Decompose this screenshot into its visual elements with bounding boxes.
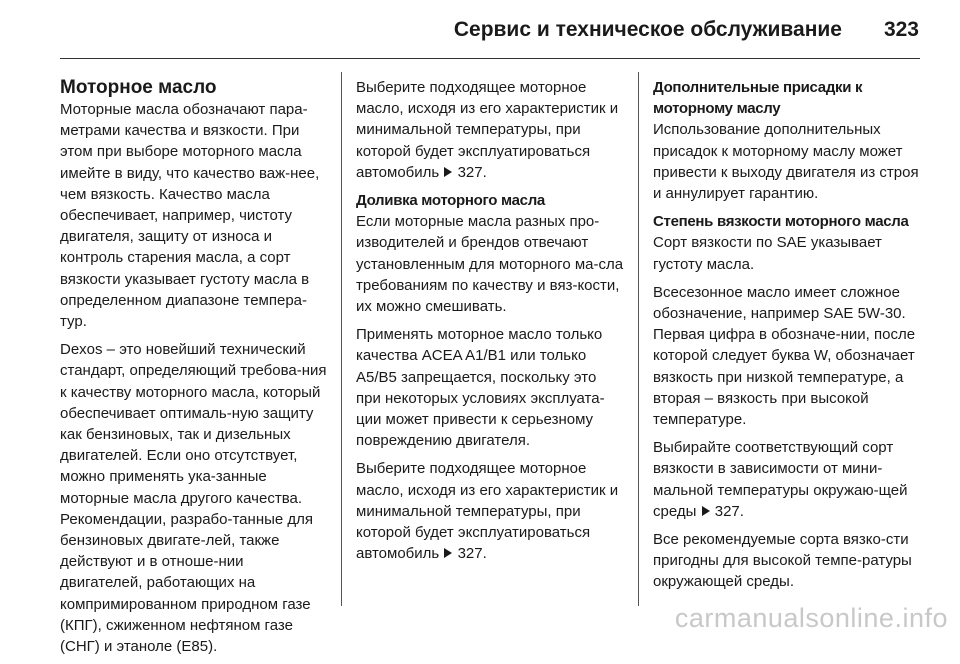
paragraph-mixing-oils: Если моторные масла разных про-изводителей и брендов отвечают установленным для моторного ма-сла требованиям по качеству и вяз-кости, их можно смешивать. bbox=[356, 213, 624, 316]
watermark: carmanualsonline.info bbox=[674, 603, 948, 633]
page-number: 323 bbox=[883, 18, 919, 41]
page-reference-icon bbox=[444, 548, 452, 558]
subheading-viscosity: Степень вязкости моторного масла bbox=[653, 213, 909, 231]
paragraph-dexos: Dexos – это новейший технический стандарт, определяющий требова-ния к качеству моторного масла, который обеспечивает оптималь-ную защиту как бензиновых, так и дизельных двигателей. Если оно отсутствует, можно применять ука-занные моторные масла другого качества. Рекомендации, разрабо-танные для бензиновых двигате-лей, также действуют и в отноше-нии двигателей, работающих на компримированном природном газе (КПГ), сжиженном нефтяном газе (СНГ) и этаноле (E85). bbox=[60, 341, 327, 656]
column-1 bbox=[60, 77, 328, 664]
column-divider bbox=[341, 72, 342, 606]
subheading-topping-up: Доливка моторного масла bbox=[356, 192, 545, 210]
page-header bbox=[0, 0, 960, 58]
page-title: Сервис и техническое обслуживание bbox=[453, 18, 842, 41]
paragraph-acea: Применять моторное масло только качества ACEA A1/B1 или только A5/B5 запрещается, поскольку это при некоторых условиях эксплуата-ции может привести к серьезному повреждению двигателя. bbox=[356, 326, 605, 450]
paragraph-sae: Сорт вязкости по SAE указывает густоту масла. bbox=[653, 234, 882, 273]
paragraph-select-oil-2 bbox=[356, 458, 624, 564]
paragraph-text: Выберите подходящее моторное масло, исходя из его характеристик и минимальной температуры, при которой будет эксплуатироваться автомобиль bbox=[356, 79, 619, 181]
paragraph-all-grades: Все рекомендуемые сорта вязко-сти пригодны для высокой темпе-ратуры окружающей среды. bbox=[653, 531, 912, 591]
paragraph-text: Выберите подходящее моторное масло, исходя из его характеристик и минимальной температуры, при которой будет эксплуатироваться автомобиль bbox=[356, 460, 619, 563]
column-3 bbox=[653, 77, 925, 600]
paragraph-select-viscosity bbox=[653, 437, 925, 522]
paragraph-oil-parameters: Моторные масла обозначают пара-метрами качества и вязкости. При этом при выборе моторного масла имейте в виду, что качество важ-нее, чем вязкость. Качество масла обеспечивает, например, чистоту двигателя, защиту от износа и контроль старения масла, а сорт вязкости указывает густоту масла в определенном диапазоне темпера-тур. bbox=[60, 101, 320, 331]
column-divider bbox=[638, 72, 639, 606]
page-reference-icon bbox=[702, 506, 710, 516]
paragraph-text: Выбирайте соответствующий сорт вязкости в зависимости от мини-мальной температуры окружаю-щей среды bbox=[653, 439, 908, 520]
column-2 bbox=[356, 77, 624, 571]
paragraph-multigrade: Всесезонное масло имеет сложное обозначение, например SAE 5W-30. Первая цифра в обозначе-нии, после которой следует буква W, обозначает вязкость при низкой температуре, а вторая – вязкость при высокой температуре. bbox=[653, 283, 916, 429]
subheading-additives: Дополнительные присадки к моторному маслу bbox=[653, 79, 863, 118]
header-divider bbox=[60, 58, 920, 59]
page-reference[interactable]: 327. bbox=[714, 502, 744, 520]
paragraph-select-oil bbox=[356, 77, 624, 183]
page-reference[interactable]: 327. bbox=[457, 163, 487, 181]
page-reference-icon bbox=[444, 167, 452, 177]
page-reference[interactable]: 327. bbox=[457, 545, 487, 563]
section-heading-motor-oil: Моторное масло bbox=[60, 77, 217, 98]
paragraph-additives: Использование дополнительных присадок к моторному маслу может привести к выходу двигателя из строя и аннулирует гарантию. bbox=[653, 121, 919, 203]
